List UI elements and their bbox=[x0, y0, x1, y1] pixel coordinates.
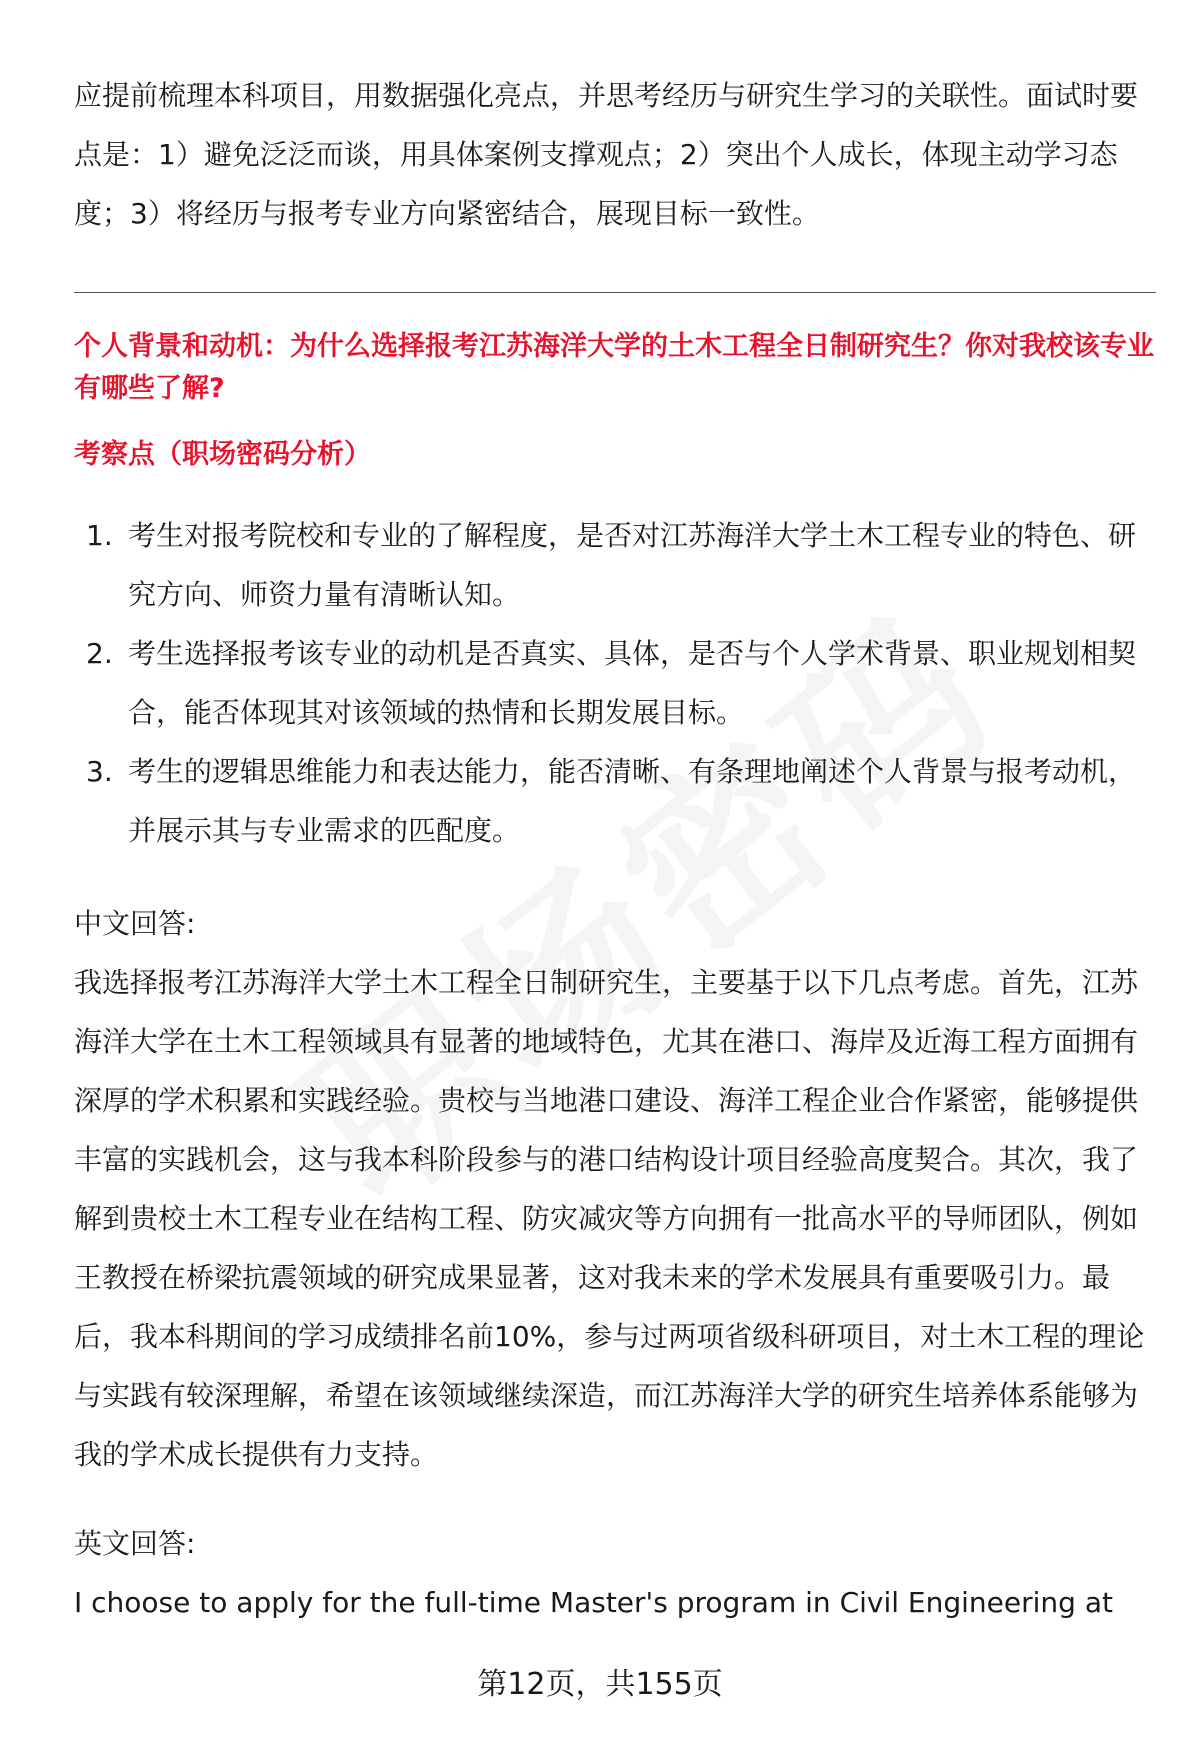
assessment-heading: 考察点（职场密码分析） bbox=[74, 439, 371, 470]
list-number: 2. bbox=[86, 637, 113, 670]
assessment-list bbox=[74, 506, 1156, 860]
assessment-text: 考生对报考院校和专业的了解程度，是否对江苏海洋大学土木工程专业的特色、研究方向、师资力量有清晰认知。 bbox=[128, 519, 1137, 611]
chinese-answer-label: 中文回答: bbox=[74, 907, 196, 940]
chinese-answer: 我选择报考江苏海洋大学土木工程全日制研究生，主要基于以下几点考虑。首先，江苏海洋大学在土木工程领域具有显著的地域特色，尤其在港口、海岸及近海工程方面拥有深厚的学术积累和实践经验。贵校与当地港口建设、海洋工程企业合作紧密，能够提供丰富的实践机会，这与我本科阶段参与的港口结构设计项目经验高度契合。其次，我了解到贵校土木工程专业在结构工程、防灾减灾等方向拥有一批高水平的导师团队，例如王教授在桥梁抗震领域的研究成果显著，这对我未来的学术发展具有重要吸引力。最后，我本科期间的学习成绩排名前10%，参与过两项省级科研项目，对土木工程的理论与实践有较深理解，希望在该领域继续深造，而江苏海洋大学的研究生培养体系能够为我的学术成长提供有力支持。 bbox=[74, 966, 1145, 1471]
assessment-text: 考生的逻辑思维能力和表达能力，能否清晰、有条理地阐述个人背景与报考动机，并展示其与专业需求的匹配度。 bbox=[128, 755, 1137, 847]
english-answer-label: 英文回答: bbox=[74, 1527, 196, 1560]
section-divider bbox=[74, 292, 1156, 293]
question-heading: 个人背景和动机：为什么选择报考江苏海洋大学的土木工程全日制研究生？你对我校该专业有哪些了解? bbox=[74, 331, 1154, 404]
intro-paragraph: 应提前梳理本科项目，用数据强化亮点，并思考经历与研究生学习的关联性。面试时要点是：1）避免泛泛而谈，用具体案例支撑观点；2）突出个人成长，体现主动学习态度；3）将经历与报考专业方向紧密结合，展现目标一致性。 bbox=[74, 79, 1139, 230]
page-number: 第12页，共155页 bbox=[477, 1667, 723, 1702]
list-number: 1. bbox=[86, 519, 113, 552]
assessment-point-1 bbox=[74, 506, 1156, 624]
assessment-text: 考生选择报考该专业的动机是否真实、具体，是否与个人学术背景、职业规划相契合，能否体现其对该领域的热情和长期发展目标。 bbox=[128, 637, 1137, 729]
assessment-point-2 bbox=[74, 624, 1156, 742]
english-answer: I choose to apply for the full-time Master's program in Civil Engineering at bbox=[74, 1586, 1113, 1619]
assessment-point-3 bbox=[74, 742, 1156, 860]
list-number: 3. bbox=[86, 755, 113, 788]
